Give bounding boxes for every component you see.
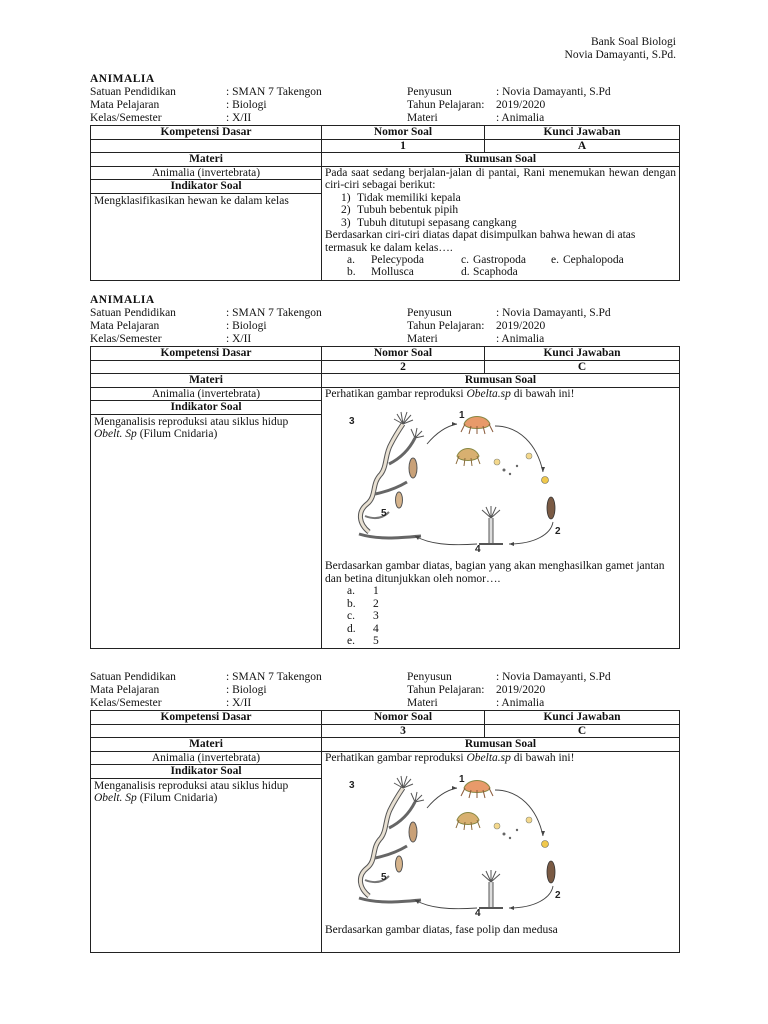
figure-label-4: 4: [475, 908, 481, 918]
option-label: a.: [347, 254, 355, 266]
header-indikator: Indikator Soal: [91, 765, 321, 779]
question-text: Berdasarkan gambar diatas, fase polip dan medusa: [325, 924, 558, 936]
value-tahun: 2019/2020: [496, 684, 546, 696]
header-indikator: Indikator Soal: [91, 401, 321, 415]
header-kunci: Kunci Jawaban: [485, 126, 680, 140]
value-mapel: : Biologi: [226, 684, 267, 696]
value-materi: : Animalia: [496, 333, 545, 345]
question-table: [90, 346, 680, 649]
label-materi: Materi: [407, 112, 438, 124]
option-label: c.: [461, 254, 469, 266]
answer-options: [325, 254, 676, 280]
question-text: Berdasarkan ciri-ciri diatas dapat disimpulkan bahwa hewan di atas termasuk ke dalam kelas….: [325, 229, 636, 254]
question-card-2: [90, 293, 678, 649]
question-text: Berdasarkan gambar diatas, bagian yang akan menghasilkan gamet jantan dan betina ditunjukkan oleh nomor….: [325, 560, 665, 585]
label-penyusun: Penyusun: [407, 86, 452, 98]
option-text: Mollusca: [371, 266, 414, 278]
option-label: b.: [347, 266, 356, 278]
list-item: c. 3: [347, 610, 379, 622]
figure-label-3: 3: [349, 416, 355, 427]
label-mapel: Mata Pelajaran: [90, 99, 160, 111]
label-kelas: Kelas/Semester: [90, 333, 162, 345]
obelia-lifecycle-figure: [329, 404, 569, 554]
list-item: b. 2: [347, 597, 379, 610]
figure-label-5: 5: [381, 872, 387, 883]
value-penyusun: : Novia Damayanti, S.Pd: [496, 307, 611, 319]
value-mapel: : Biologi: [226, 99, 267, 111]
option-text: Cephalopoda: [563, 254, 624, 266]
question-card-1: [90, 72, 678, 281]
value-penyusun: : Novia Damayanti, S.Pd: [496, 671, 611, 683]
label-tahun: Tahun Pelajaran:: [407, 99, 485, 111]
figure-label-1: 1: [459, 410, 465, 421]
kunci-value: A: [485, 139, 680, 153]
header-indikator: Indikator Soal: [91, 180, 321, 194]
indikator-text: Menganalisis reproduksi atau siklus hidup Obelt. Sp (Filum Cnidaria): [94, 779, 289, 804]
header-kd: Kompetensi Dasar: [91, 347, 322, 361]
question-intro: Pada saat sedang berjalan-jalan di pantai, Rani menemukan hewan dengan ciri-ciri sebagai berikut:: [325, 166, 676, 191]
rumusan-cell: [322, 751, 680, 952]
option-text: Scaphoda: [473, 266, 518, 278]
question-table: [90, 125, 680, 281]
value-satuan: : SMAN 7 Takengon: [226, 307, 322, 319]
question-intro: Perhatikan gambar reproduksi Obelta.sp di bawah ini!: [325, 387, 575, 400]
materi-value: Animalia (invertebrata): [91, 167, 321, 181]
characteristic-list: [325, 192, 676, 230]
label-tahun: Tahun Pelajaran:: [407, 684, 485, 696]
value-satuan: : SMAN 7 Takengon: [226, 671, 322, 683]
figure-label-1: 1: [459, 774, 465, 785]
list-item: e. 5: [347, 635, 379, 647]
label-materi: Materi: [407, 333, 438, 345]
list-item: d. 4: [347, 622, 379, 635]
answer-options: [325, 585, 676, 648]
meta-block: [90, 307, 678, 346]
header-nomor: Nomor Soal: [322, 711, 485, 725]
label-kelas: Kelas/Semester: [90, 112, 162, 124]
figure-label-4: 4: [475, 544, 481, 554]
materi-value: Animalia (invertebrata): [91, 388, 321, 402]
value-kelas: : X/II: [226, 333, 252, 345]
indikator-text: Mengklasifikasikan hewan ke dalam kelas: [94, 194, 289, 207]
left-column: [91, 166, 322, 281]
nomor-value: 2: [322, 360, 485, 374]
figure-label-3: 3: [349, 780, 355, 791]
list-item: a. 1: [347, 585, 379, 597]
header-rumusan: Rumusan Soal: [322, 738, 680, 752]
header-kd: Kompetensi Dasar: [91, 711, 322, 725]
rumusan-cell: [322, 166, 680, 281]
label-mapel: Mata Pelajaran: [90, 320, 160, 332]
header-author: Novia Damayanti, S.Pd.: [564, 49, 676, 61]
list-item: 2) Tubuh bebentuk pipih: [341, 204, 459, 216]
header-nomor: Nomor Soal: [322, 126, 485, 140]
figure-label-5: 5: [381, 508, 387, 519]
materi-value: Animalia (invertebrata): [91, 752, 321, 766]
label-kelas: Kelas/Semester: [90, 697, 162, 709]
figure-label-2: 2: [555, 890, 561, 901]
value-satuan: : SMAN 7 Takengon: [226, 86, 322, 98]
header-title: Bank Soal Biologi: [591, 36, 676, 48]
figure-label-2: 2: [555, 526, 561, 537]
label-penyusun: Penyusun: [407, 307, 452, 319]
question-card-3: [90, 671, 678, 953]
value-tahun: 2019/2020: [496, 99, 546, 111]
section-title: ANIMALIA: [90, 73, 155, 85]
label-satuan: Satuan Pendidikan: [90, 86, 176, 98]
indikator-text: Menganalisis reproduksi atau siklus hidup Obelt. Sp (Filum Cnidaria): [94, 415, 289, 440]
label-materi: Materi: [407, 697, 438, 709]
option-text: Pelecypoda: [371, 254, 425, 266]
header-rumusan: Rumusan Soal: [322, 153, 680, 167]
value-kelas: : X/II: [226, 112, 252, 124]
label-satuan: Satuan Pendidikan: [90, 307, 176, 319]
kd-cell: [91, 139, 322, 153]
header-kunci: Kunci Jawaban: [485, 711, 680, 725]
header-materi: Materi: [91, 738, 322, 752]
meta-block: [90, 86, 678, 125]
label-satuan: Satuan Pendidikan: [90, 671, 176, 683]
header-materi: Materi: [91, 153, 322, 167]
list-item: 1) Tidak memiliki kepala: [341, 191, 461, 204]
obelia-lifecycle-figure: [329, 768, 569, 918]
header-kunci: Kunci Jawaban: [485, 347, 680, 361]
option-label: d.: [461, 266, 470, 278]
kunci-value: C: [485, 360, 680, 374]
page-header: [565, 36, 676, 62]
value-tahun: 2019/2020: [496, 320, 546, 332]
kd-cell: [91, 724, 322, 738]
kunci-value: C: [485, 724, 680, 738]
header-kd: Kompetensi Dasar: [91, 126, 322, 140]
question-table: [90, 710, 680, 953]
value-materi: : Animalia: [496, 112, 545, 124]
list-item: 3) Tubuh ditutupi sepasang cangkang: [341, 216, 517, 229]
option-text: Gastropoda: [473, 254, 527, 266]
value-materi: : Animalia: [496, 697, 545, 709]
left-column: [91, 751, 322, 952]
kd-cell: [91, 360, 322, 374]
rumusan-cell: [322, 387, 680, 648]
header-materi: Materi: [91, 374, 322, 388]
value-penyusun: : Novia Damayanti, S.Pd: [496, 86, 611, 98]
value-mapel: : Biologi: [226, 320, 267, 332]
nomor-value: 1: [322, 139, 485, 153]
question-intro: Perhatikan gambar reproduksi Obelta.sp di bawah ini!: [325, 751, 575, 764]
header-nomor: Nomor Soal: [322, 347, 485, 361]
label-mapel: Mata Pelajaran: [90, 684, 160, 696]
nomor-value: 3: [322, 724, 485, 738]
left-column: [91, 387, 322, 648]
option-label: e.: [551, 254, 559, 266]
label-penyusun: Penyusun: [407, 671, 452, 683]
meta-block: [90, 671, 678, 710]
section-title: ANIMALIA: [90, 294, 155, 306]
header-rumusan: Rumusan Soal: [322, 374, 680, 388]
label-tahun: Tahun Pelajaran:: [407, 320, 485, 332]
value-kelas: : X/II: [226, 697, 252, 709]
